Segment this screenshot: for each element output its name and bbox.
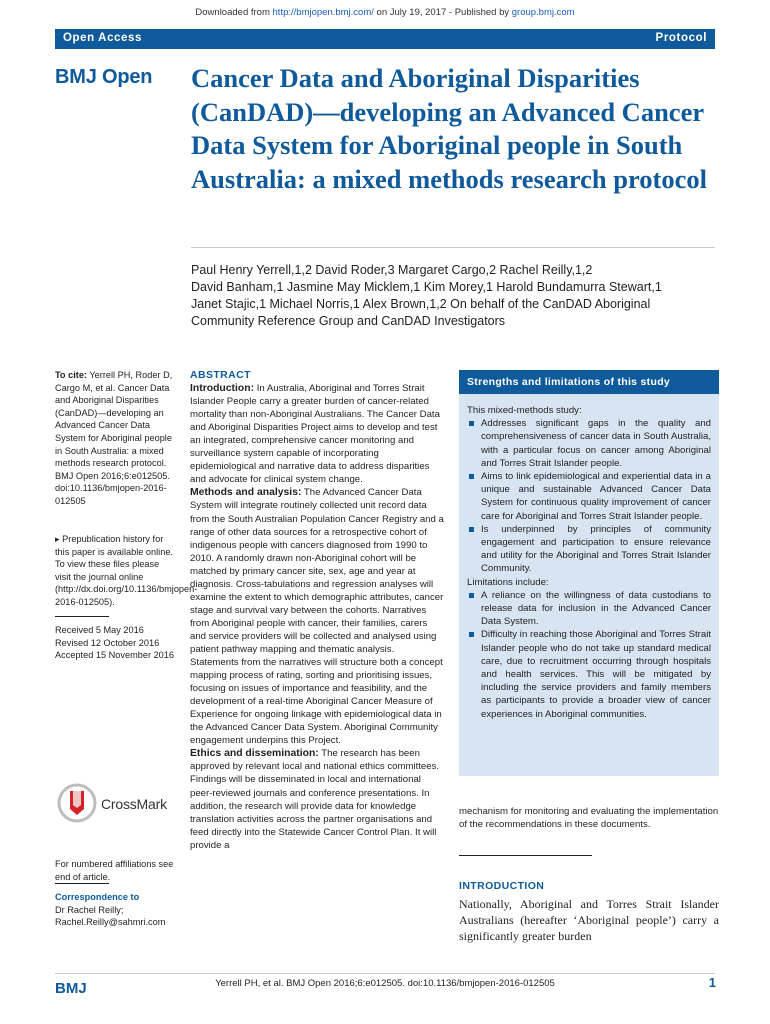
ethics-label: Ethics and dissemination: (190, 748, 319, 760)
author-list (191, 262, 719, 330)
header-bar (55, 29, 715, 49)
correspondence-email[interactable]: Rachel.Reilly@sahmri.com (55, 917, 166, 928)
page-number: 1 (708, 975, 716, 990)
citation-label: To cite: (55, 370, 87, 380)
methods-text: The Advanced Cancer Data System will integrate routinely collected unit record data from the South Australian Population Cancer Registry and a range of other data sources for a retrospective cohort of indigenous people with cancers diagnosed from 1990 to 2010. A randomly drawn non-Aboriginal cohort will be matched by primary cancer site, sex, age and year at diagnosis. Cross-tabulations and regression analyses will examine the extent to which demographic attributes, cancer stage and survival vary between the cohorts. Narratives from Aboriginal people with cancer, their families, carers and service providers will be collected and analysed using patient pathway mapping and thematic analysis. Statements from the narratives will structure both a concept mapping process of rating, sorting and prioritising issues, focusing on issues of importance and feasibility, and the development of a real-time Aboriginal Cancer Measure of Experience for ongoing linkage with epidemiological data in the Advanced Cancer Data System. Aboriginal Community engagement underpins this Project. (190, 487, 444, 747)
correspondence-block (55, 889, 177, 929)
strengths-list (467, 417, 711, 575)
strengths-limitations-box (459, 370, 719, 776)
introduction-heading: INTRODUCTION (459, 880, 545, 892)
dates-block (55, 622, 177, 662)
box-intro: This mixed-methods study: (467, 405, 582, 416)
footer-citation: Yerrell PH, et al. BMJ Open 2016;6:e012505. doi:10.1136/bmjopen-2016-012505 (215, 978, 555, 989)
download-middle: on July 19, 2017 - Published by (373, 7, 512, 18)
introduction-text: In Australia, Aboriginal and Torres Strait Islander People carry a greater burden of cancer-related mortality than non-Aboriginal Australians. The Cancer Data and Aboriginal Disparities Project aims to develop and test an integrated, comprehensive cancer monitoring and surveillance system capable of incorporating epidemiological and narrative data to address disparities and advocate for clinical system change. (190, 383, 440, 486)
publisher-link[interactable]: group.bmj.com (511, 7, 575, 18)
sidebar-divider (55, 616, 109, 617)
download-prefix: Downloaded from (195, 7, 273, 18)
abstract-section (190, 369, 444, 852)
prepublication-note: ▸ Prepublication history for this paper is available online. To view these files please visit the journal online (http://dx.doi.org/10.1136/bmjopen-2016-012505). (55, 534, 198, 607)
received-date: Received 5 May 2016 (55, 625, 144, 635)
crossmark-badge[interactable] (57, 783, 182, 823)
list-item: A reliance on the willingness of data custodians to release data for inclusion in the Advanced Cancer Data System. (467, 589, 711, 629)
limitations-label: Limitations include: (467, 576, 549, 588)
affiliations-note: For numbered affiliations see end of article. (55, 859, 174, 882)
citation-block (55, 369, 177, 508)
author-line: Paul Henry Yerrell,1,2 David Roder,3 Margaret Cargo,2 Rachel Reilly,1,2 (191, 263, 593, 277)
journal-url-link[interactable]: http://bmjopen.bmj.com/ (272, 7, 374, 18)
title-divider (191, 247, 715, 248)
methods-label: Methods and analysis: (190, 487, 302, 499)
sidebar-divider (55, 883, 109, 884)
box-body (459, 394, 719, 721)
introduction-paragraph: Nationally, Aboriginal and Torres Strait Islander Australians (hereafter ‘Aboriginal people’) carry a significantly greater burden (459, 897, 719, 943)
author-line: Janet Stajic,1 Michael Norris,1 Alex Brown,1,2 On behalf of the CanDAD Aboriginal (191, 297, 651, 311)
footer-divider (55, 973, 715, 974)
abstract-introduction (190, 382, 444, 486)
article-type-label: Protocol (655, 32, 707, 44)
list-item: Aims to link epidemiological and experiential data in a unique and sustainable Advanced Cancer Data System for continuous quality improvement of cancer care for Aboriginal and Torres Strait Islander people. (467, 470, 711, 523)
limitations-list (467, 589, 711, 721)
abstract-heading: ABSTRACT (190, 369, 251, 381)
column-divider (459, 855, 592, 856)
list-item: Difficulty in reaching those Aboriginal and Torres Strait Islander people who do not take up standard medical care, due to recruitment occurring through hospitals and health services. This will be mitigated by including the service providers and family members as participants to provide a broader view of cancer experiences in Aboriginal communities. (467, 628, 711, 720)
correspondence-label: Correspondence to (55, 892, 140, 902)
download-line (0, 7, 770, 18)
ethics-text: The research has been approved by relevant local and national ethics committees. Findings will be disseminated in local and international peer-reviewed journals and conference presentations. In addition, the research will provide data for knowledge translation activities across the partner organisations and feed directly into the Statewide Cancer Control Plan. It will provide a (190, 748, 440, 851)
article-title: Cancer Data and Aboriginal Disparities (CanDAD)—developing an Advanced Cancer Data System for Aboriginal people in South Australia: a mixed methods research protocol (191, 63, 707, 194)
list-item: Addresses significant gaps in the quality and comprehensiveness of cancer data in South Australia, with a particular focus on cancer among Aboriginal and Torres Strait Islander people. (467, 417, 711, 470)
open-access-label: Open Access (63, 32, 143, 44)
list-item: Is underpinned by principles of community engagement and participation to ensure relevance and utility for the Aboriginal and Torres Strait Islander Community. (467, 523, 711, 576)
abstract-methods (190, 486, 444, 747)
correspondence-name: Dr Rachel Reilly; (55, 904, 124, 915)
accepted-date: Accepted 15 November 2016 (55, 650, 175, 661)
footer-logo: BMJ (55, 980, 87, 997)
introduction-label: Introduction: (190, 383, 255, 395)
citation-text: Yerrell PH, Roder D, Cargo M, et al. Cancer Data and Aboriginal Disparities (CanDAD)—developing an Advanced Cancer Data System for Aboriginal people in South Australia: a mixed methods research protocol. BMJ Open 2016;6:e012505. doi:10.1136/bmjopen-2016-012505 (55, 370, 173, 506)
revised-date: Revised 12 October 2016 (55, 637, 160, 648)
abstract-ethics (190, 747, 444, 851)
abstract-continuation: mechanism for monitoring and evaluating the implementation of the recommendations in these documents. (459, 806, 719, 831)
journal-logo: BMJ Open (55, 66, 153, 88)
crossmark-icon (57, 783, 97, 823)
box-heading: Strengths and limitations of this study (459, 370, 719, 394)
crossmark-label: CrossMark (101, 796, 167, 812)
author-line: David Banham,1 Jasmine May Micklem,1 Kim Morey,1 Harold Bundamurra Stewart,1 (191, 280, 662, 294)
author-line: Community Reference Group and CanDAD Investigators (191, 314, 506, 328)
